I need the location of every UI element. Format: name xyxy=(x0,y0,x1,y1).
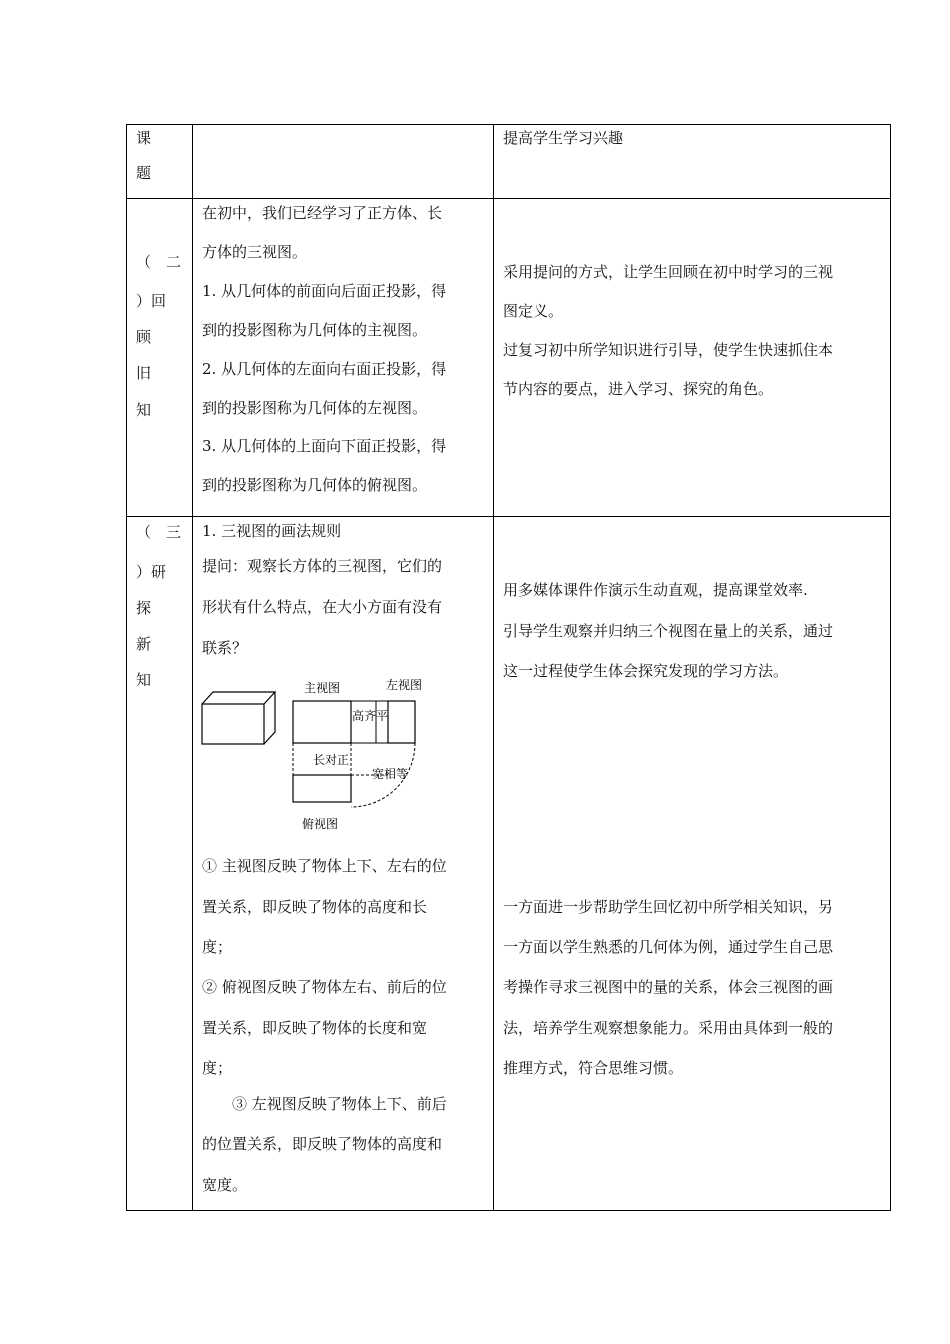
row3-header-line-2: ）研 xyxy=(136,563,167,581)
row2-content-line-7: 3. 从几何体的上面向下面正投影，得 xyxy=(202,437,447,455)
label-top-view: 俯视图 xyxy=(302,817,339,831)
cuboid-drawing xyxy=(202,692,275,744)
row2-content-line-6: 到的投影图称为几何体的左视图。 xyxy=(202,399,428,417)
row2-header-line-5: 知 xyxy=(136,401,152,419)
row3-explain-line-2: 置关系，即反映了物体的高度和长 xyxy=(202,898,428,916)
row3-purpose-line-5: 推理方式，符合思维习惯。 xyxy=(503,1059,684,1077)
row3-explain-line-4: ② 俯视图反映了物体左右、前后的位 xyxy=(202,978,447,996)
three-view-figure xyxy=(200,676,430,836)
table-border-right xyxy=(890,124,891,1211)
col-divider-1 xyxy=(192,124,193,1211)
main-view-rect xyxy=(293,701,351,743)
row3-purpose-line-3: 考操作寻求三视图中的量的关系，体会三视图的画 xyxy=(503,978,834,996)
top-view-rect xyxy=(293,775,351,802)
label-left-view: 左视图 xyxy=(386,678,423,692)
row3-content-line-1: 1. 三视图的画法规则 xyxy=(202,522,342,540)
row2-header-line-4: 旧 xyxy=(136,364,152,382)
row2-content-line-2: 方体的三视图。 xyxy=(202,243,308,261)
col-divider-2 xyxy=(493,124,494,1211)
left-view-rect xyxy=(388,701,415,743)
row2-note-line-1: 采用提问的方式，让学生回顾在初中时学习的三视 xyxy=(503,263,834,281)
row2-header-line-1: （ 二 xyxy=(136,253,182,271)
row2-header-line-3: 顾 xyxy=(136,328,152,346)
row-divider-1 xyxy=(126,198,891,199)
row3-explain-line-1: ① 主视图反映了物体上下、左右的位 xyxy=(202,857,447,875)
row3-explain-line-9: 宽度。 xyxy=(202,1176,248,1194)
table-border-bottom xyxy=(126,1210,891,1211)
row2-content-line-5: 2. 从几何体的左面向右面正投影，得 xyxy=(202,360,447,378)
row3-explain-line-8: 的位置关系，即反映了物体的高度和 xyxy=(202,1135,443,1153)
row2-note-line-3: 过复习初中所学知识进行引导，使学生快速抓住本 xyxy=(503,341,834,359)
row3-header-line-5: 知 xyxy=(136,671,152,689)
row3-purpose-line-4: 法，培养学生观察想象能力。采用由具体到一般的 xyxy=(503,1019,834,1037)
row2-note-line-4: 节内容的要点，进入学习、探究的角色。 xyxy=(503,380,774,398)
row3-explain-line-3: 度； xyxy=(202,938,233,956)
label-height-flush: 高齐平 xyxy=(352,709,389,723)
row3-explain-line-5: 置关系，即反映了物体的长度和宽 xyxy=(202,1019,428,1037)
table-border-top xyxy=(126,124,891,125)
row3-purpose-line-2: 一方面以学生熟悉的几何体为例，通过学生自己思 xyxy=(503,938,834,956)
row1-header-line-2: 题 xyxy=(136,164,152,182)
row3-content-line-3: 形状有什么特点，在大小方面有没有 xyxy=(202,598,443,616)
label-main-view: 主视图 xyxy=(304,681,341,695)
label-width-equal: 宽相等 xyxy=(372,767,409,781)
row2-header-line-2: ）回 xyxy=(136,292,167,310)
row3-explain-line-6: 度； xyxy=(202,1059,233,1077)
row3-explain-line-7: ③ 左视图反映了物体上下、前后 xyxy=(202,1095,447,1113)
row2-content-line-4: 到的投影图称为几何体的主视图。 xyxy=(202,321,428,339)
row3-note-line-1: 用多媒体课件作演示生动直观，提高课堂效率. xyxy=(503,581,808,599)
row1-goal-text: 提高学生学习兴趣 xyxy=(503,129,624,147)
row3-note-line-3: 这一过程使学生体会探究发现的学习方法。 xyxy=(503,662,789,680)
row3-header-line-1: （ 三 xyxy=(136,523,182,541)
row3-note-line-2: 引导学生观察并归纳三个视图在量上的关系，通过 xyxy=(503,622,834,640)
label-length-aligned: 长对正 xyxy=(313,753,350,767)
row-divider-2 xyxy=(126,516,891,517)
row2-note-line-2: 图定义。 xyxy=(503,302,564,320)
row3-header-line-3: 探 xyxy=(136,599,152,617)
row2-content-line-1: 在初中，我们已经学习了正方体、长 xyxy=(202,204,443,222)
table-border-left xyxy=(126,124,127,1211)
row3-header-line-4: 新 xyxy=(136,635,152,653)
row2-content-line-8: 到的投影图称为几何体的俯视图。 xyxy=(202,476,428,494)
row3-content-line-4: 联系？ xyxy=(202,639,248,657)
row3-purpose-line-1: 一方面进一步帮助学生回忆初中所学相关知识，另 xyxy=(503,898,834,916)
row2-content-line-3: 1. 从几何体的前面向后面正投影，得 xyxy=(202,282,447,300)
row1-header-line-1: 课 xyxy=(136,129,152,147)
row3-content-line-2: 提问：观察长方体的三视图，它们的 xyxy=(202,557,443,575)
